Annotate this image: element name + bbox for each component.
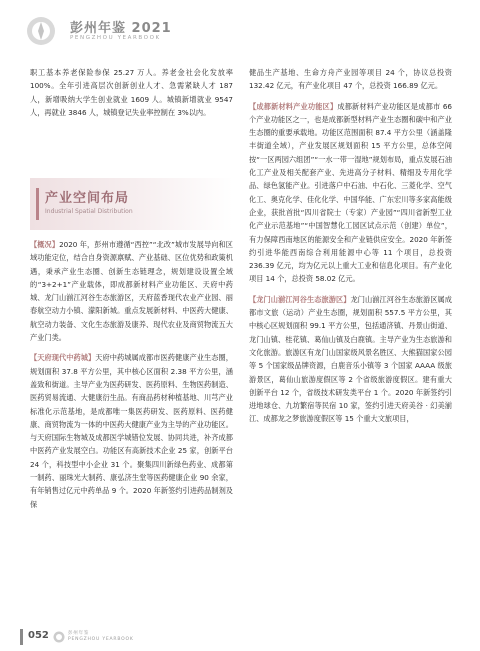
- section-subtitle-en: Industrial Spatial Distribution: [45, 208, 133, 215]
- tourism-text: 龙门山湔江河谷生态旅游区属成都市文旅（运动）产业生态圈，规划面积 557.5 平方公里，其中核心区规划面积 99.1 平方公里，包括通济镇、丹景山街道、龙门山镇、桂花镇、葛仙山镇及白鹿镇。主导产业为生态旅游和文化旅游。旅游区有龙门山国家级风景名胜区、大熊猫国家公园等 5 个国家级品牌资源，白鹿音乐小镇等 3 个国家 AAAA 级旅游景区，葛仙山旅游度假区等 2 个省级旅游度假区。建有重大创新平台 12 个，省级技术研发类平台 1 个。2020 年新签约引进地球仓、九坊繁宿等民宿 10 家，签约引进天府美谷 · 幻美湔江、成都龙之梦旅游度假区等 15 个重大文旅项目，: [249, 294, 452, 424]
- page-header: [0, 0, 480, 62]
- footer-logo-icon: [53, 631, 65, 643]
- page-number: 052: [28, 630, 49, 641]
- tcm-text: 天府中药城属成都市医药健康产业生态圈，规划面积 37.8 平方公里，其中核心区面积 2.38 平方公里，涵盖致和街道。主导产业为医药研发、医药原料、生物医药制造、医药贸易流通、大健康衍生品。有商品药材种植基地、川芎产业标准化示范基地，是成都唯一集医药研发、医药原料、医药健康、商贸物流为一体的中医药大健康产业为主导的产业功能区。与天府国际生物城及成都医学城错位发展、协同共进，补齐成都中医药产业发展空白。功能区有高新技术企业 25 家，创新平台 24 个，科技型中小企业 31 个。聚集四川新绿色药业、成都第一制药、丽珠光大制药、康弘济生堂等医药健康企业 90 余家，有年销售过亿元中药单品 9 个。2020 年新签约引进药品制剂及保: [30, 353, 233, 509]
- right-intro-paragraph: 健品生产基地、生命方舟产业园等项目 24 个，协议总投资 132.42 亿元，有产业化项目 47 个，总投资 166.89 亿元。: [249, 68, 452, 91]
- section-banner: [30, 178, 233, 230]
- material-text: 成都新材料产业功能区是成都市 66 个产业功能区之一，也是成都新型材料产业生态圈和碳中和产业生态圈的重要承载地。功能区范围面积 87.4 平方公里（涵盖隆丰街道全域），产业发展区规划面积 15 平方公里，总体空间按“一区两园六组团”“一水一带一湿地”规划布局，重点发展石油化工产业及相关配套产业、先进高分子材料、精细及专用化学品、绿色氢能产业。引进落户中石油、中石化、三菱化学、空气化工、奥克化学、佳化化学、中国华能、广东宏川等多家高能级企业，获批首批“四川省院士（专家）产业园”“四川省新型工业化产业示范基地”“中国智慧化工园区试点示范（创建）单位”，有力保障西南地区的能源安全和产业链供应安全。2020 年新签约引进华能西南综合利用能源中心等 11 个项目，总投资 236.39 亿元，均为亿元以上重大工业和信息化项目。有产业化项目 14 个，总投资 58.02 亿元。: [249, 101, 452, 284]
- tourism-paragraph: [249, 293, 452, 426]
- left-body-block: [30, 238, 233, 511]
- left-intro-paragraph: 职工基本养老保险参保 25.27 万人。养老金社会化发放率 100%。全年引进高层次创新创业人才、急需紧缺人才 187 人，新增吸纳大学生创业就业 1609 人。城镇新增就业 9547 人，再就业 3846 人，城镇登记失业率控制在 3%以内。: [30, 68, 233, 117]
- tcm-paragraph: [30, 351, 233, 511]
- section-title: 产业空间布局: [45, 191, 130, 206]
- book-title: 彭州年鉴 2021: [70, 21, 172, 36]
- footer-yearbook-cn: 彭州年鉴: [68, 631, 90, 636]
- footer-yearbook-en: PENGZHOU YEARBOOK: [68, 637, 134, 642]
- overview-tag: 【概况】: [30, 240, 60, 249]
- overview-paragraph: [30, 238, 233, 344]
- footer-accent-bar: [20, 629, 23, 645]
- right-body-block: [249, 66, 452, 426]
- banner-accent-bar: [36, 188, 39, 220]
- tourism-tag: 【龙门山湔江河谷生态旅游区】: [249, 294, 351, 304]
- left-intro-block: [30, 66, 233, 119]
- page-footer: [0, 626, 480, 651]
- book-subtitle: PENGZHOU YEARBOOK: [70, 35, 161, 41]
- yearbook-logo-icon: [26, 16, 56, 46]
- overview-text: 2020 年，彭州市遵循“西控”“北改”城市发展导向和区域功能定位，结合自身资源禀赋、产业基础、区位优势和政策机遇，秉承产业生态圈、创新生态链理念，规划建设设置全域的“3+2+1”产业载体，即成都新材料产业功能区、天府中药城、龙门山湔江河谷生态旅游区，天府蓝香现代农业产业园、丽春航空动力小镇、濛阳新城。重点发展新材料、中医药大健康、航空动力装备、文化生态旅游及康养、现代农业及商贸物流五大产业门类。: [30, 240, 233, 343]
- tcm-tag: 【天府现代中药城】: [30, 353, 96, 363]
- material-paragraph: [249, 100, 452, 286]
- material-tag: 【成都新材料产业功能区】: [249, 101, 338, 111]
- footer-yearbook-label: [68, 631, 134, 643]
